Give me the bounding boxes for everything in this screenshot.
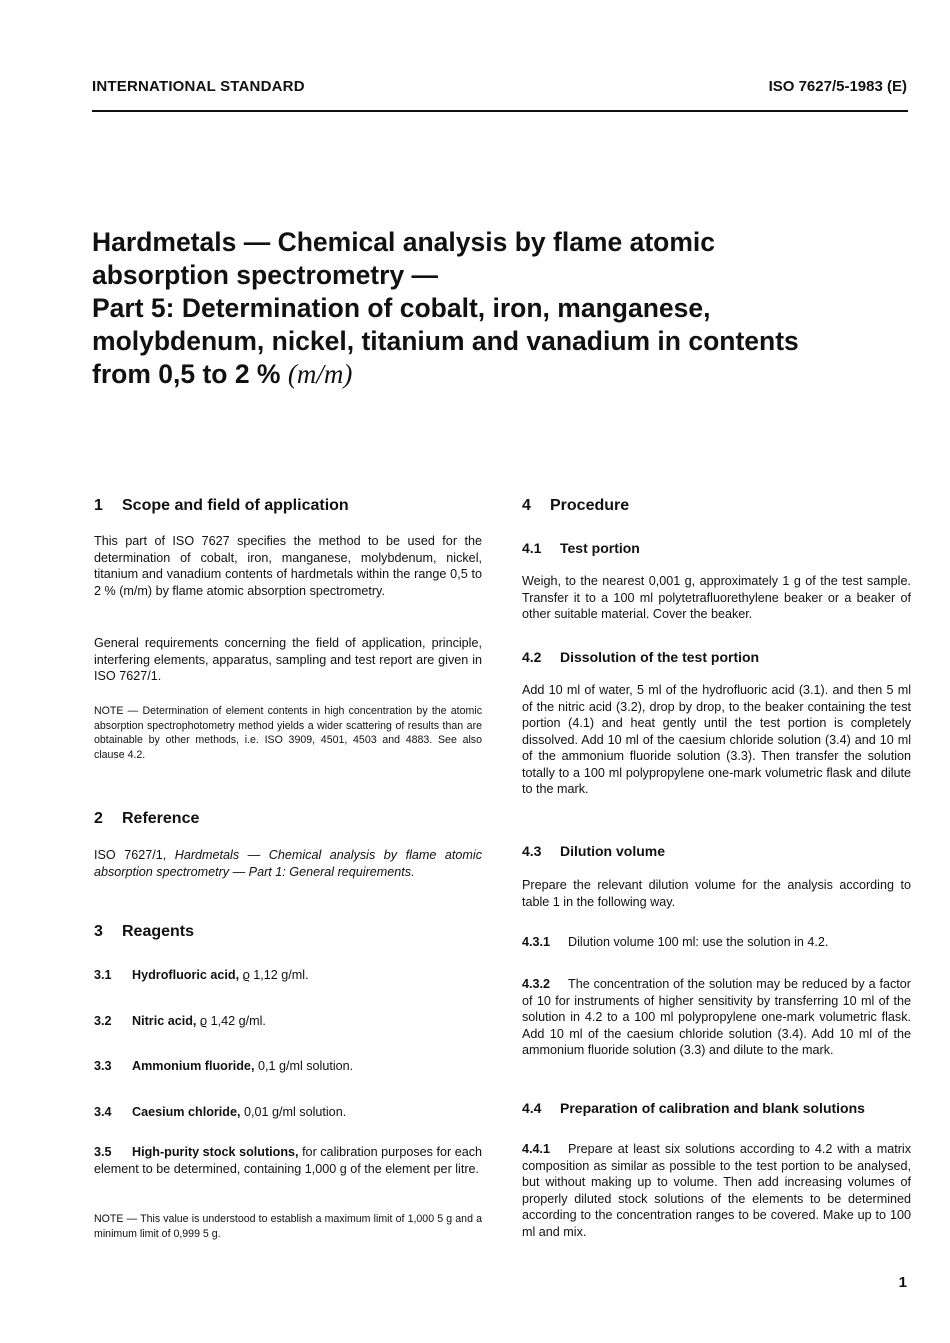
header-rule [92, 110, 908, 112]
reagent-3-4-value: 0,01 g/ml solution. [243, 1105, 347, 1119]
reagent-3-4 [94, 1104, 482, 1121]
section-4-2-title: Dissolution of the test portion [560, 649, 760, 665]
section-4-3-number: 4.3 [522, 843, 542, 859]
reagent-3-2-name: Nitric acid, [132, 1014, 197, 1028]
section-4-4-title: Preparation of calibration and blank solutions [560, 1100, 865, 1116]
reagent-3-4-number: 3.4 [94, 1105, 112, 1119]
clause-4-4-1-number: 4.4.1 [522, 1142, 551, 1156]
section-4-4-number: 4.4 [522, 1100, 542, 1116]
reagent-3-5-note: NOTE — This value is understood to establish a maximum limit of 1,000 5 g and a minimum limit of 0,999 5 g. [94, 1213, 482, 1240]
section-1-paragraph-1: This part of ISO 7627 specifies the method to be used for the determination of cobalt, iron, manganese, molybdenum, nickel, titanium and vanadium contents of hardmetals within the range 0,5 to 2 % (m/m) by flame atomic absorption spectrometry. [94, 534, 482, 598]
section-3-number: 3 [94, 923, 103, 940]
clause-4-3-1-text: Dilution volume 100 ml: use the solution in 4.2. [568, 935, 829, 949]
clause-4-4-1-text: Prepare at least six solutions according to 4.2 with a matrix composition as similar as possible to the test portion to be analysed, but without making up to volume. Then add increasing volumes of properly diluted stock solutions of the elements to be determined according to the concentration ranges to be covered. Make up to 100 ml and mix. [522, 1142, 911, 1239]
clause-4-3-1-number: 4.3.1 [522, 935, 551, 949]
reagent-3-3-name: Ammonium fluoride, [132, 1059, 255, 1073]
reagent-3-1-number: 3.1 [94, 968, 112, 982]
reagent-3-3-value: 0,1 g/ml solution. [257, 1059, 354, 1073]
section-4-1-number: 4.1 [522, 540, 542, 556]
section-1-note: NOTE — Determination of element contents in high concentration by the atomic absorption spectrophotometry method yields a wider scattering of results than are obtainable by other methods, i.e. ISO 3909, 4501, 4503 and 4883. See also clause 4.2. [94, 705, 482, 761]
section-4-3-paragraph: Prepare the relevant dilution volume for the analysis according to table 1 in the following way. [522, 878, 911, 909]
header-standard-number: ISO 7627/5-1983 (E) [768, 78, 907, 95]
reagent-3-5 [94, 1144, 482, 1177]
section-1-number: 1 [94, 497, 103, 514]
section-2-title: Reference [122, 810, 200, 827]
section-4-title: Procedure [550, 497, 630, 514]
title-line-4: molybdenum, nickel, titanium and vanadium in contents [92, 326, 799, 356]
section-2-number: 2 [94, 810, 103, 827]
reagent-3-4-name: Caesium chloride, [132, 1105, 241, 1119]
section-4-1-paragraph: Weigh, to the nearest 0,001 g, approximately 1 g of the test sample. Transfer it to a 100 ml polytetrafluorethylene beaker or a beaker of other suitable material. Cover the beaker. [522, 574, 911, 621]
clause-4-4-1 [522, 1141, 911, 1240]
reagent-3-2-value: ϱ 1,42 g/ml. [199, 1014, 266, 1028]
reagent-3-1 [94, 967, 482, 984]
section-3-heading [94, 924, 194, 941]
section-2-reference [94, 847, 482, 880]
clause-4-3-2-number: 4.3.2 [522, 977, 551, 991]
title-unit: (m/m) [287, 359, 353, 389]
reference-title: Hardmetals — Chemical analysis by flame atomic absorption spectrometry — Part 1: General requirements. [94, 848, 482, 879]
section-4-2-heading [522, 649, 759, 666]
clause-4-3-1 [522, 934, 911, 951]
header-standard-label: INTERNATIONAL STANDARD [92, 78, 305, 95]
reagent-3-3 [94, 1058, 482, 1075]
section-4-3-title: Dilution volume [560, 843, 665, 859]
section-4-1-heading [522, 540, 640, 557]
section-4-2-paragraph: Add 10 ml of water, 5 ml of the hydrofluoric acid (3.1). and then 5 ml of the nitric acid (3.2), drop by drop, to the beaker containing the test portion (4.1) and heat gently until the test portion is completely dissolved. Add 10 ml of the caesium chloride solution (3.4) and 10 ml of the ammonium fluoride solution (3.3). Then transfer the solution totally to a 100 ml polypropylene one-mark volumetric flask and dilute to the mark. [522, 683, 911, 796]
section-4-1-title: Test portion [560, 540, 640, 556]
reagent-3-5-number: 3.5 [94, 1145, 112, 1159]
section-4-4-heading [522, 1100, 865, 1117]
title-line-2: absorption spectrometry — [92, 260, 439, 290]
reagent-3-1-name: Hydrofluoric acid, [132, 968, 240, 982]
title-line-5 [92, 358, 912, 391]
section-1-title: Scope and field of application [122, 497, 349, 514]
section-4-number: 4 [522, 497, 531, 514]
section-3-title: Reagents [122, 923, 195, 940]
reagent-3-5-value: for calibration purposes for each element to be determined, containing 1,000 g of the element per litre. [94, 1145, 482, 1176]
reagent-3-1-value: ϱ 1,12 g/ml. [242, 968, 309, 982]
reagent-3-3-number: 3.3 [94, 1059, 112, 1073]
title-line-3: Part 5: Determination of cobalt, iron, manganese, [92, 293, 711, 323]
section-2-heading [94, 811, 199, 828]
title-line-5-text: from 0,5 to 2 % [92, 359, 288, 389]
reagent-3-2-number: 3.2 [94, 1014, 112, 1028]
section-4-2-number: 4.2 [522, 649, 542, 665]
page-number: 1 [898, 1274, 907, 1291]
section-1-paragraph-2: General requirements concerning the field of application, principle, interfering elements, apparatus, sampling and test report are given in ISO 7627/1. [94, 636, 482, 683]
clause-4-3-2 [522, 976, 911, 1059]
reagent-3-5-name: High-purity stock solutions, [132, 1145, 299, 1159]
reagent-3-2 [94, 1013, 482, 1030]
document-title [92, 226, 912, 391]
clause-4-3-2-text: The concentration of the solution may be reduced by a factor of 10 for instruments of higher sensitivity by transferring 10 ml of the solution in 4.2 to a 100 ml polypropylene one-mark volumetric flask. Add 10 ml of the caesium chloride solution (3.4). Add 10 ml of the ammonium fluoride solution (3.3) and dilute to the mark. [522, 977, 911, 1057]
reference-code: ISO 7627/1, [94, 848, 167, 862]
title-line-1: Hardmetals — Chemical analysis by flame atomic [92, 227, 716, 257]
section-1-heading [94, 498, 349, 515]
section-4-heading [522, 498, 629, 515]
section-4-3-heading [522, 843, 665, 860]
